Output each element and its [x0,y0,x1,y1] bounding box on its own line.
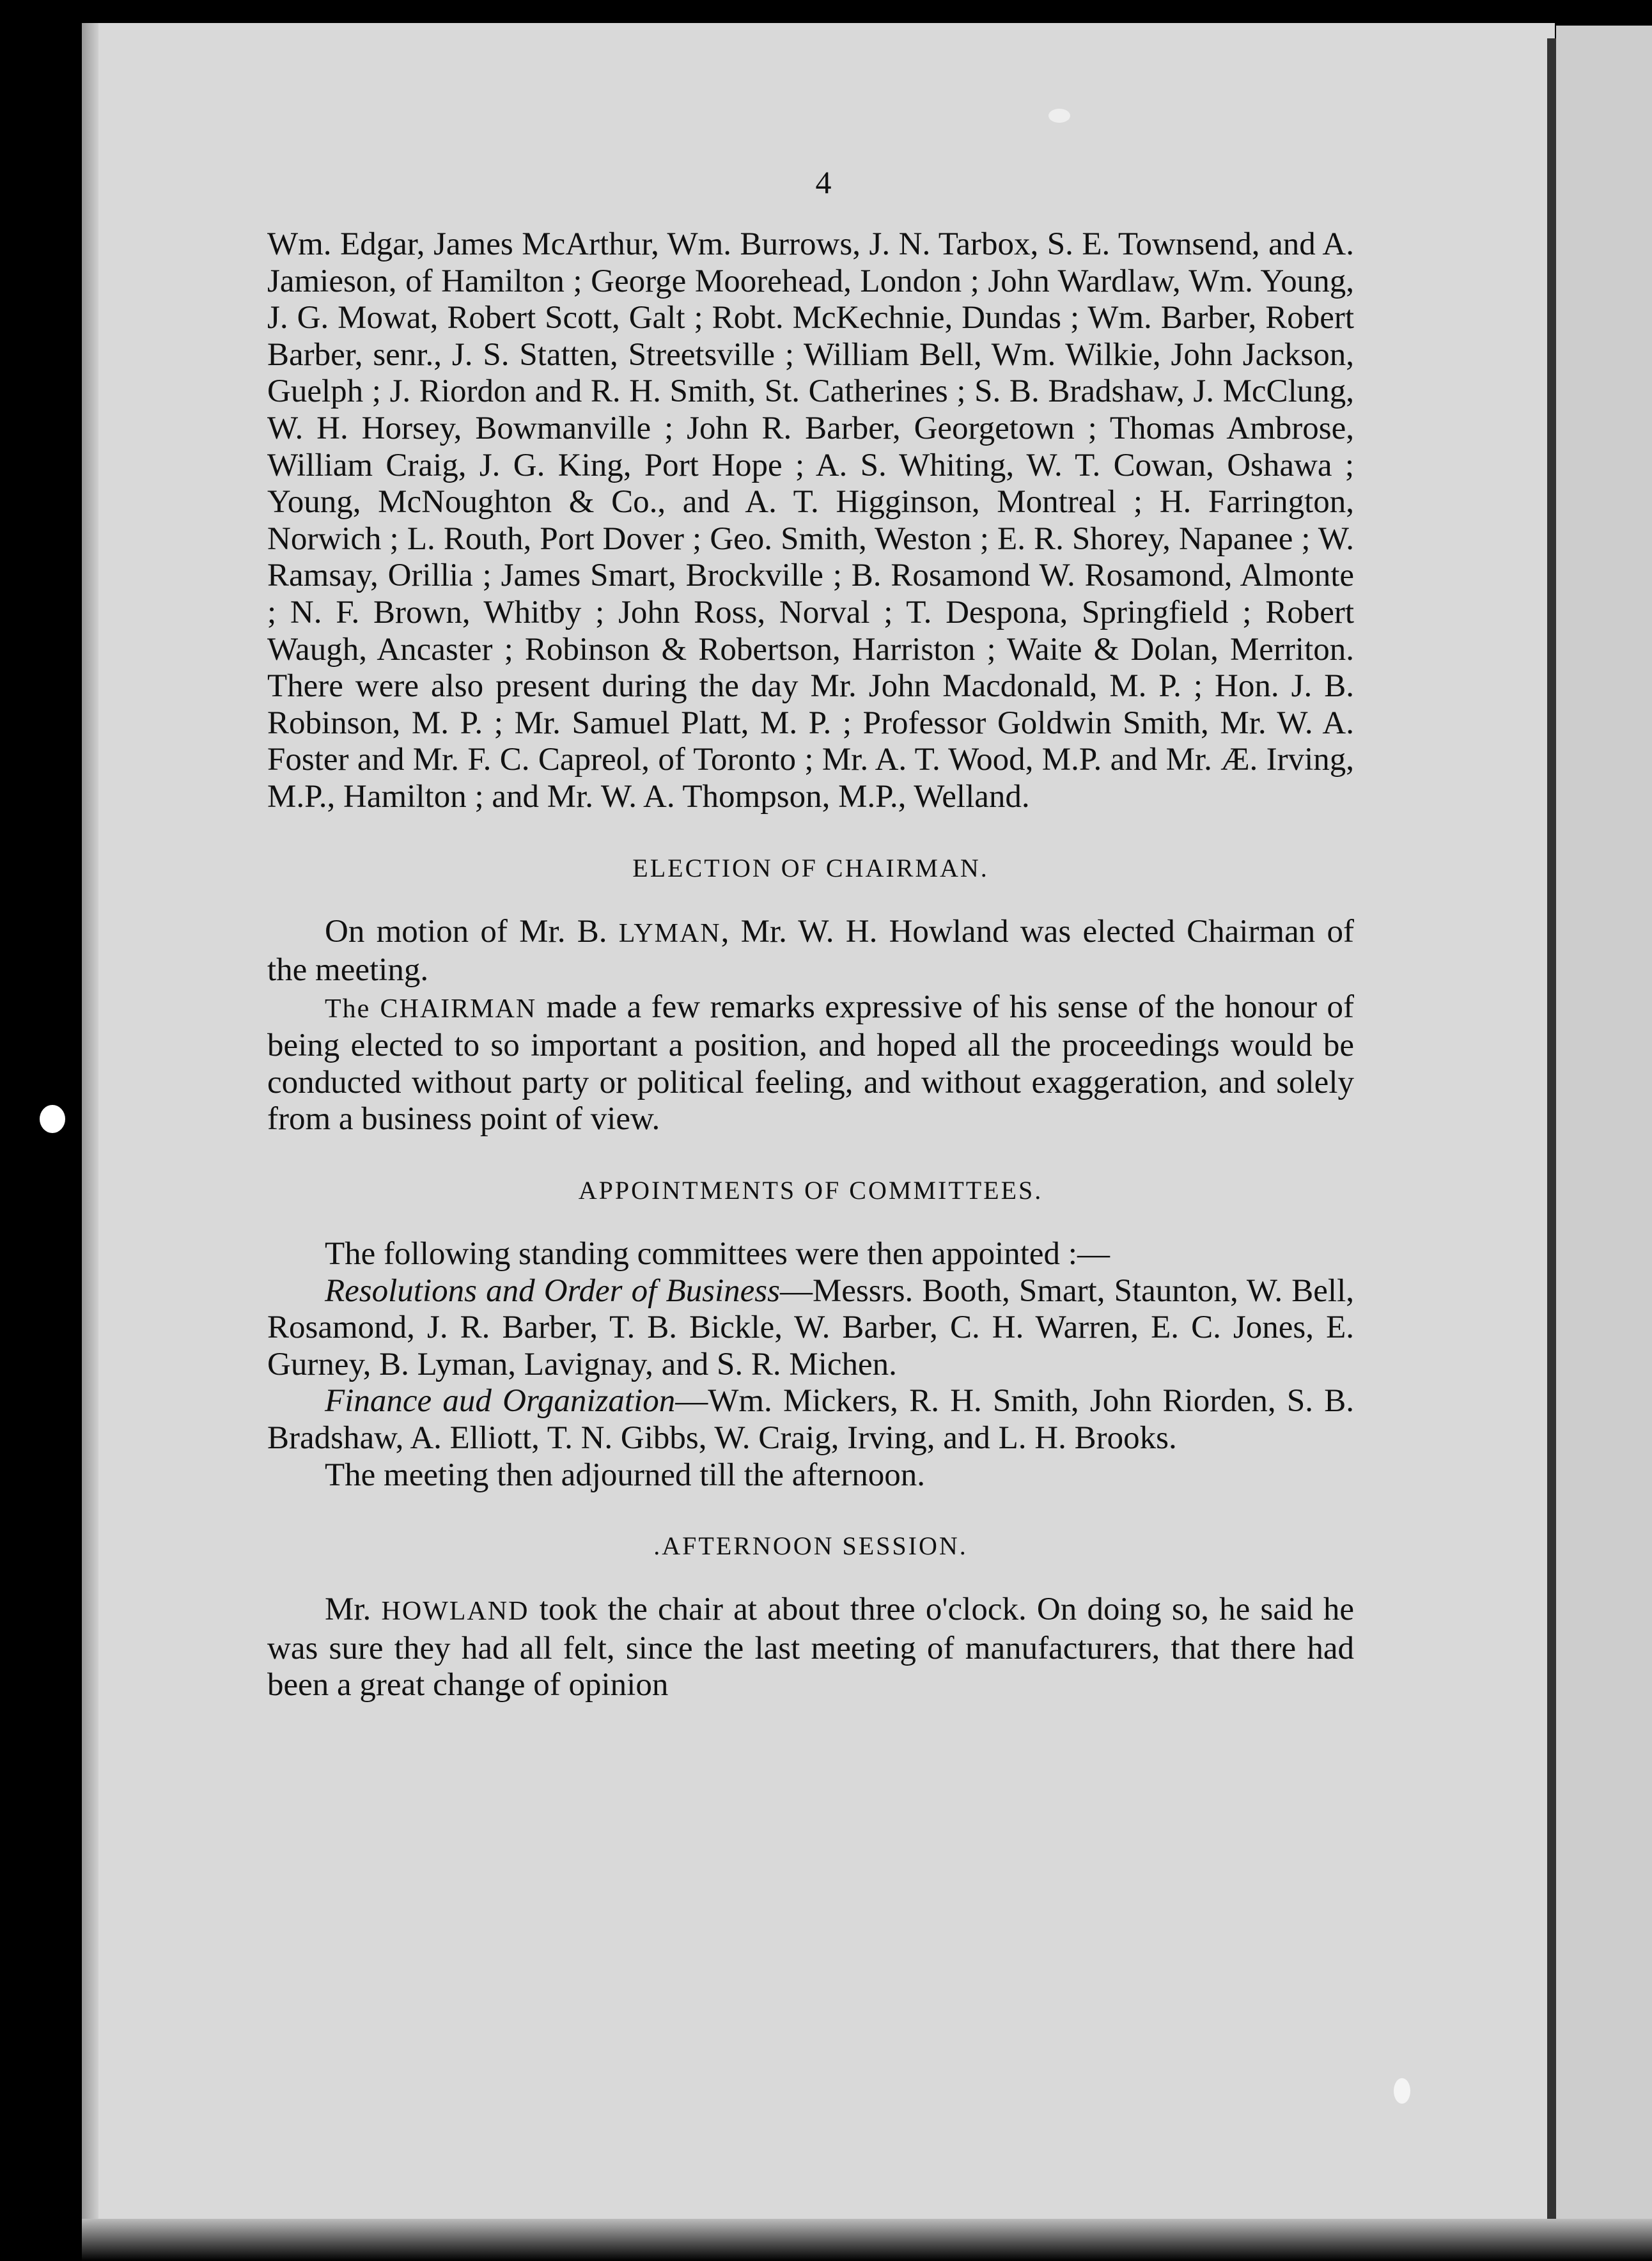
section-heading-afternoon: .AFTERNOON SESSION. [653,1531,968,1561]
text-run: On motion of Mr. B. [325,913,619,950]
committee-title: Resolutions and Order of Business [325,1272,780,1309]
page-bottom-shadow [82,2219,1652,2261]
committee-title: Finance aud Organization [325,1383,676,1420]
scan-speck [40,1105,65,1133]
page-number: 4 [815,164,832,200]
committee-members: —Messrs. Booth, Smart, Staunton, W. Bell, Rosamond, J. R. Barber, T. B. Bickle, W. Barber, C. H. Warren, E. C. Jones, E. Gurney, B. Lyman, Lavignay, and S. R. Michen. [267,1272,1354,1382]
facing-page-edge [1556,26,1652,2251]
election-paragraph-motion [267,914,1354,989]
text-run: took the chair at about three o'clock. On doing so, he said he was sure they had all felt, since the last meeting of manufacturers, that there had been a great change of opinion [267,1592,1354,1703]
page-binding-edge [82,23,98,2248]
afternoon-paragraph [267,1592,1354,1704]
attendees-paragraph: Wm. Edgar, James McArthur, Wm. Burrows, J. N. Tarbox, S. E. Townsend, and A. Jamieson, of Hamilton ; George Moorehead, London ; John Wardlaw, Wm. Young, J. G. Mowat, Robert Scott, Galt ; Robt. McKechnie, Dundas ; Wm. Barber, Robert Barber, senr., J. S. Statten, Streetsville ; William Bell, Wm. Wilkie, John Jackson, Guelph ; J. Riordon and R. H. Smith, St. Catherines ; S. B. Bradshaw, J. McClung, W. H. Horsey, Bowmanville ; John R. Barber, Georgetown ; Thomas Ambrose, William Craig, J. G. King, Port Hope ; A. S. Whiting, W. T. Cowan, Oshawa ; Young, McNoughton & Co., and A. T. Higginson, Montreal ; H. Farrington, Norwich ; L. Routh, Port Dover ; Geo. Smith, Weston ; E. R. Shorey, Napanee ; W. Ramsay, Orillia ; James Smart, Brockville ; B. Rosamond W. Rosamond, Almonte ; N. F. Brown, Whitby ; John Ross, Norval ; T. Despona, Springfield ; Robert Waugh, Ancaster ; Robinson & Robertson, Harriston ; Waite & Dolan, Merriton. There were also present during the day Mr. John Macdonald, M. P. ; Hon. J. B. Robinson, M. P. ; Mr. Samuel Platt, M. P. ; Professor Goldwin Smith, Mr. W. A. Foster and Mr. F. C. Capreol, of Toronto ; Mr. A. T. Wood, M.P. and Mr. Æ. Irving, M.P., Hamilton ; and Mr. W. A. Thompson, M.P., Welland. [267,226,1354,815]
adjourn-sentence: The meeting then adjourned till the afternoon. [325,1457,925,1493]
text-run: Mr. [325,1592,382,1628]
section-heading-committees: APPOINTMENTS OF COMMITTEES. [578,1176,1043,1205]
committees-intro: The following standing committees were then appointed :— [325,1236,1110,1272]
committee-members: —Wm. Mickers, R. H. Smith, John Riorden, S. B. Bradshaw, A. Elliott, T. N. Gibbs, W. Craig, Irving, and L. H. Brooks. [267,1383,1354,1457]
election-paragraph-remarks [267,989,1354,1138]
scan-speck [1048,109,1070,123]
text-run: made a few remarks expressive of his sense of the honour of being elected to so important a position, and hoped all the proceedings would be conducted without party or political feeling, and without exaggeration, and solely from a business point of view. [267,989,1355,1138]
scan-speck [1394,2078,1410,2104]
section-heading-election: ELECTION OF CHAIRMAN. [632,853,989,882]
page-content [267,164,1354,1704]
committee-finance [267,1383,1354,1457]
smallcaps-name: HOWLAND [381,1597,529,1627]
committee-resolutions [267,1273,1354,1384]
page-gutter [1547,38,1556,2257]
smallcaps-name: LYMAN [618,918,721,948]
text-run: , Mr. W. H. Howland was elected Chairman of the meeting. [267,913,1354,989]
smallcaps-name: The CHAIRMAN [325,994,537,1024]
